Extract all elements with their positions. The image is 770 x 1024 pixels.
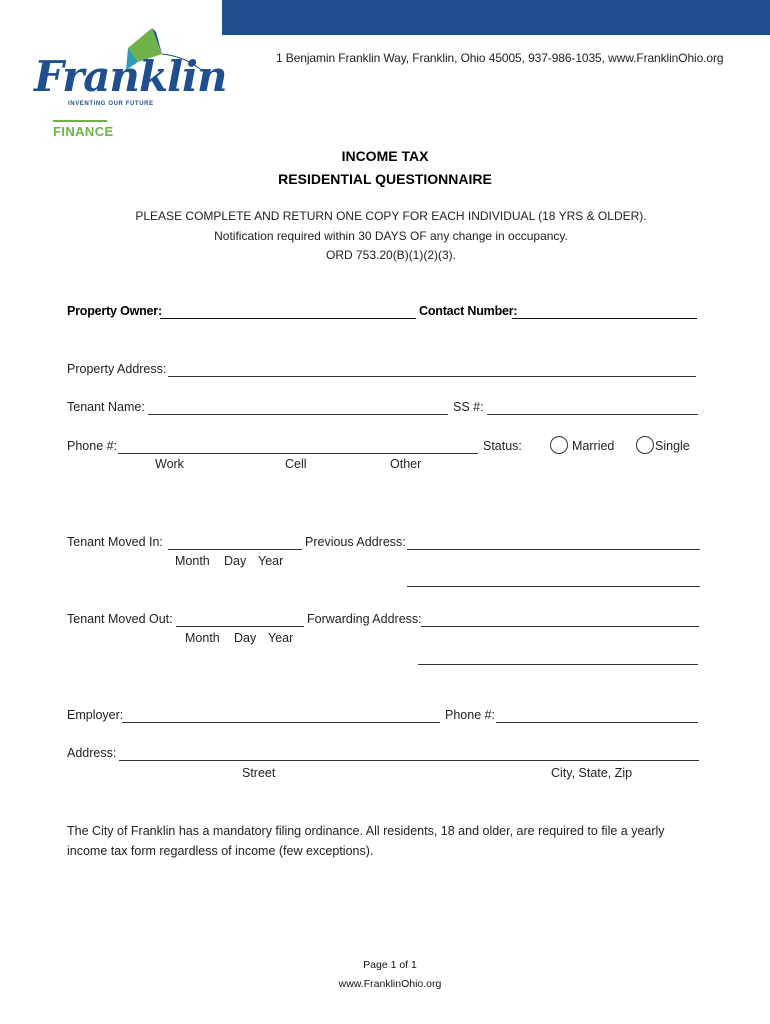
- ss-field[interactable]: [487, 414, 698, 415]
- tenant-moved-in-label: Tenant Moved In:: [67, 535, 163, 549]
- ordinance-reference: ORD 753.20(B)(1)(2)(3).: [325, 248, 457, 262]
- status-label: Status:: [483, 439, 522, 453]
- instruction-line1: PLEASE COMPLETE AND RETURN ONE COPY FOR EACH INDIVIDUAL (18 YRS & OLDER).: [135, 209, 647, 223]
- forwarding-address-line2-field[interactable]: [418, 664, 698, 665]
- property-owner-field[interactable]: [160, 318, 416, 319]
- tenant-name-field[interactable]: [148, 414, 448, 415]
- logo-tagline: INVENTING OUR FUTURE: [68, 101, 154, 107]
- logo-department: FINANCE: [53, 124, 114, 139]
- employer-phone-field[interactable]: [496, 722, 698, 723]
- single-radio[interactable]: [636, 436, 654, 454]
- phone-field[interactable]: [118, 453, 478, 454]
- phone-type-other: Other: [390, 457, 422, 471]
- header-bar: [222, 0, 770, 35]
- phone-type-work: Work: [155, 457, 184, 471]
- moved-in-day: Day: [224, 554, 247, 568]
- address-street-caption: Street: [242, 766, 276, 780]
- property-address-field[interactable]: [168, 376, 696, 377]
- address-city-state-zip-caption: City, State, Zip: [551, 766, 633, 780]
- previous-address-field[interactable]: [407, 549, 700, 550]
- employer-label: Employer:: [67, 708, 124, 722]
- phone-label: Phone #:: [67, 439, 118, 453]
- logo-wordmark: Franklin: [34, 52, 227, 101]
- page-number: Page 1 of 1: [363, 959, 417, 971]
- moved-in-year: Year: [258, 554, 284, 568]
- single-label: Single: [655, 439, 690, 453]
- moved-out-year: Year: [268, 631, 294, 645]
- tenant-moved-out-label: Tenant Moved Out:: [67, 612, 173, 626]
- forwarding-address-field[interactable]: [421, 626, 699, 627]
- married-radio[interactable]: [550, 436, 568, 454]
- property-owner-label: Property Owner:: [67, 304, 162, 318]
- previous-address-label: Previous Address:: [305, 535, 406, 549]
- married-label: Married: [572, 439, 615, 453]
- employer-field[interactable]: [122, 722, 440, 723]
- contact-number-label: Contact Number:: [419, 304, 518, 318]
- logo-divider: [53, 120, 107, 122]
- previous-address-line2-field[interactable]: [407, 586, 700, 587]
- ss-label: SS #:: [453, 400, 484, 414]
- moved-in-month: Month: [175, 554, 210, 568]
- moved-out-month: Month: [185, 631, 220, 645]
- filing-ordinance-notice: The City of Franklin has a mandatory filing ordinance. All residents, 18 and older, are required to file a yearly income tax form regardless of income (few exceptions).: [67, 824, 665, 858]
- footer-website: www.FranklinOhio.org: [338, 978, 442, 990]
- employer-address-label: Address:: [67, 746, 117, 760]
- phone-type-cell: Cell: [285, 457, 307, 471]
- moved-out-day: Day: [234, 631, 257, 645]
- form-title-line1: INCOME TAX: [341, 148, 429, 164]
- tenant-moved-in-field[interactable]: [168, 549, 302, 550]
- employer-address-field[interactable]: [119, 760, 699, 761]
- city-address-line: 1 Benjamin Franklin Way, Franklin, Ohio 45005, 937-986-1035, www.FranklinOhio.org: [276, 51, 724, 65]
- employer-phone-label: Phone #:: [445, 708, 496, 722]
- contact-number-field[interactable]: [512, 318, 697, 319]
- form-title-line2: RESIDENTIAL QUESTIONNAIRE: [278, 171, 492, 187]
- forwarding-address-label: Forwarding Address:: [307, 612, 422, 626]
- tenant-moved-out-field[interactable]: [176, 626, 304, 627]
- instruction-line2: Notification required within 30 DAYS OF any change in occupancy.: [214, 229, 568, 243]
- tenant-name-label: Tenant Name:: [67, 400, 145, 414]
- property-address-label: Property Address:: [67, 362, 167, 376]
